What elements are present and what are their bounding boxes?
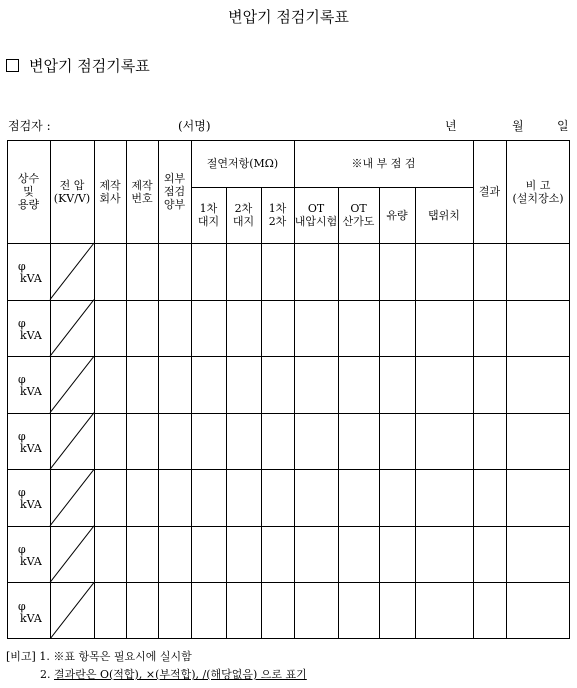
signature-label: (서명) [178,119,211,133]
header-internal-2: OT 산가도 [342,202,375,228]
header-voltage: 전 압 (KV/V) [53,178,91,205]
header-internal-1: OT 내압시험 [294,202,338,228]
header-insulation-2: 2차 대지 [232,202,255,228]
header-insulation-3: 1차 2차 [268,202,287,228]
note-line-1: [비고] 1. ※표 항목은 필요시에 실시함 [6,650,192,663]
phase-symbol: φ [18,486,26,500]
header-serial: 제작 번호 [131,178,153,205]
header-result: 결과 [478,185,501,198]
kva-unit-label: kVA [20,611,42,625]
kva-unit-label: kVA [20,272,42,286]
voltage-diagonal-line [50,469,94,526]
checkbox-icon [6,59,19,72]
header-capacity: 상수 및 용량 [17,172,40,211]
phase-symbol: φ [18,429,26,443]
kva-unit-label: kVA [20,385,42,399]
month-label: 월 [512,119,524,133]
inspector-label: 점검자 : [8,119,51,133]
day-label: 일 [557,119,569,133]
section-heading [6,55,150,76]
kva-unit-label: kVA [20,498,42,512]
header-insulation: 절연저항(MΩ) [206,157,279,170]
header-internal: ※내 부 점 검 [351,157,416,170]
kva-unit-label: kVA [20,441,42,455]
header-remarks: 비 고 (설치장소) [512,178,564,205]
phase-symbol: φ [18,599,26,613]
note-line-2 [6,666,307,684]
header-exterior: 외부 점검 양부 [163,172,186,211]
note-line-2-number: 2. [40,668,54,681]
phase-symbol: φ [18,373,26,387]
voltage-diagonal-line [50,413,94,470]
header-maker: 제작 회사 [99,178,121,205]
kva-unit-label: kVA [20,554,42,568]
voltage-diagonal-line [50,300,94,357]
kva-unit-label: kVA [20,328,42,342]
voltage-diagonal-line [50,356,94,413]
notes [6,648,307,684]
phase-symbol: φ [18,260,26,274]
phase-symbol: φ [18,316,26,330]
year-label: 년 [445,119,457,133]
inspection-table [7,140,570,639]
phase-symbol: φ [18,542,26,556]
voltage-diagonal-line [50,243,94,300]
document-title: 변압기 점검기록표 [228,8,349,26]
section-title: 변압기 점검기록표 [29,57,150,75]
header-internal-4: 탭위치 [428,208,460,222]
voltage-diagonal-line [50,582,94,639]
voltage-diagonal-line [50,526,94,583]
note-line-2-text: 결과란은 O(적합), ×(부적합), /(해당없음) 으로 표기 [54,668,307,681]
header-internal-3: 유량 [386,208,408,222]
header-insulation-1: 1차 대지 [197,202,220,228]
